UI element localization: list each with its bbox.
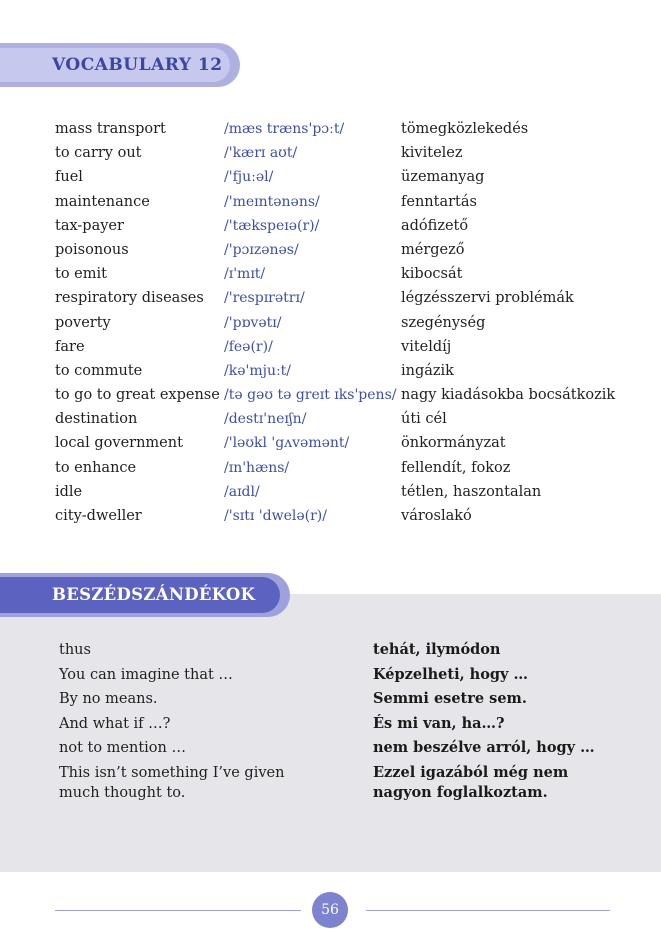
- vocab-hungarian: adófizető: [401, 217, 469, 234]
- vocab-english: poverty: [55, 314, 111, 331]
- vocab-english: to enhance: [55, 459, 137, 476]
- phrase-hungarian: És mi van, ha…?: [373, 714, 505, 732]
- vocab-pronunciation: /feə(r)/: [224, 338, 273, 355]
- vocab-hungarian: nagy kiadásokba bocsátkozik: [401, 387, 616, 404]
- vocab-english: tax-payer: [55, 217, 124, 234]
- vocab-hungarian: kibocsát: [401, 266, 463, 283]
- vocab-english: to carry out: [55, 145, 142, 162]
- phrase-hungarian: Semmi esetre sem.: [373, 690, 527, 708]
- vocab-row: [55, 457, 655, 481]
- vocab-hungarian: viteldíj: [401, 338, 452, 355]
- phrases-banner: [0, 573, 290, 617]
- vocabulary-title: VOCABULARY 12: [52, 55, 223, 75]
- vocab-pronunciation: /ɪn'hæns/: [224, 459, 290, 476]
- phrases-banner-inner: [0, 577, 280, 613]
- page-number: 56: [312, 892, 348, 928]
- phrase-hungarian: Ezzel igazából még nem nagyon foglalkoztam.: [373, 763, 569, 801]
- vocab-hungarian: városlakó: [401, 508, 472, 524]
- vocab-row: [55, 142, 655, 166]
- vocab-hungarian: ingázik: [401, 362, 454, 379]
- vocab-english: to go to great expense: [55, 387, 220, 404]
- phrase-row: [59, 663, 619, 688]
- vocab-row: [55, 481, 655, 505]
- vocab-row: [55, 191, 655, 215]
- vocab-english: mass transport: [55, 121, 166, 137]
- vocab-row: [55, 432, 655, 456]
- vocab-hungarian: üzemanyag: [401, 169, 485, 186]
- vocab-row: [55, 408, 655, 432]
- phrase-hungarian: tehát, ilymódon: [373, 641, 501, 658]
- vocab-hungarian: mérgező: [401, 241, 465, 258]
- vocab-english: to commute: [55, 362, 143, 379]
- vocab-pronunciation: /'respɪrətrɪ/: [224, 290, 305, 307]
- vocab-pronunciation: /'meɪntənəns/: [224, 193, 320, 210]
- phrase-row: [59, 736, 619, 761]
- vocab-pronunciation: /ɪ'mɪt/: [224, 266, 266, 283]
- vocab-row: [55, 505, 655, 529]
- vocab-hungarian: kivitelez: [401, 145, 463, 162]
- vocab-hungarian: fellendít, fokoz: [401, 459, 511, 476]
- phrase-row: [59, 761, 619, 805]
- phrase-row: [59, 687, 619, 712]
- vocab-hungarian: úti cél: [401, 411, 447, 428]
- vocab-row: [55, 360, 655, 384]
- vocab-hungarian: légzésszervi problémák: [401, 290, 574, 307]
- vocab-row: [55, 287, 655, 311]
- vocab-pronunciation: /'sɪtɪ 'dwelə(r)/: [224, 508, 327, 524]
- vocab-pronunciation: /'fjuːəl/: [224, 169, 274, 186]
- vocab-row: [55, 239, 655, 263]
- vocab-pronunciation: /destɪ'neɪʃn/: [224, 411, 307, 428]
- phrase-english: By no means.: [59, 691, 158, 708]
- phrase-row: [59, 638, 619, 663]
- vocab-pronunciation: /tə gəʊ tə greɪt ɪks'pens/: [224, 387, 397, 404]
- phrase-english: You can imagine that …: [59, 666, 233, 683]
- phrases-title: BESZÉDSZÁNDÉKOK: [52, 585, 256, 604]
- vocab-english: poisonous: [55, 241, 129, 258]
- vocab-pronunciation: /'tækspeɪə(r)/: [224, 217, 320, 234]
- vocab-row: [55, 263, 655, 287]
- vocab-pronunciation: /mæs træns'pɔːt/: [224, 121, 345, 137]
- phrase-english: not to mention …: [59, 740, 186, 757]
- vocab-english: fare: [55, 338, 85, 355]
- vocab-english: idle: [55, 483, 83, 500]
- vocab-pronunciation: /kə'mjuːt/: [224, 362, 292, 379]
- vocab-row: [55, 336, 655, 360]
- footer-rule-right: [366, 910, 610, 911]
- vocab-english: respiratory diseases: [55, 290, 204, 307]
- phrase-english: And what if …?: [59, 715, 171, 732]
- vocab-pronunciation: /aɪdl/: [224, 483, 260, 500]
- vocab-pronunciation: /'pɔɪzənəs/: [224, 241, 299, 258]
- vocab-english: fuel: [55, 169, 83, 186]
- vocab-pronunciation: /'pɒvətɪ/: [224, 314, 282, 331]
- phrase-hungarian: nem beszélve arról, hogy …: [373, 739, 595, 757]
- vocabulary-banner: [0, 43, 240, 87]
- phrase-english: This isn’t something I’ve given much thought to.: [59, 764, 285, 801]
- vocab-hungarian: fenntartás: [401, 193, 477, 210]
- vocab-row: [55, 215, 655, 239]
- vocab-english: local government: [55, 435, 183, 452]
- vocab-row: [55, 384, 655, 408]
- vocab-english: destination: [55, 411, 138, 428]
- vocab-hungarian: önkormányzat: [401, 435, 506, 452]
- vocabulary-table: [55, 118, 655, 529]
- vocab-row: [55, 118, 655, 142]
- phrases-table: [59, 638, 619, 805]
- phrase-hungarian: Képzelheti, hogy …: [373, 665, 529, 683]
- vocab-pronunciation: /'ləʊkl 'gʌvəmənt/: [224, 435, 350, 452]
- vocab-row: [55, 166, 655, 190]
- vocab-row: [55, 312, 655, 336]
- vocab-pronunciation: /'kærɪ aʊt/: [224, 145, 298, 162]
- footer-rule-left: [55, 910, 301, 911]
- vocab-hungarian: szegénység: [401, 314, 486, 331]
- vocab-hungarian: tömegközlekedés: [401, 121, 529, 137]
- vocab-english: city-dweller: [55, 508, 142, 524]
- vocab-english: maintenance: [55, 193, 150, 210]
- vocabulary-banner-inner: [0, 48, 230, 82]
- vocab-hungarian: tétlen, haszontalan: [401, 483, 542, 500]
- vocab-english: to emit: [55, 266, 107, 283]
- phrase-english: thus: [59, 642, 91, 658]
- phrase-row: [59, 712, 619, 737]
